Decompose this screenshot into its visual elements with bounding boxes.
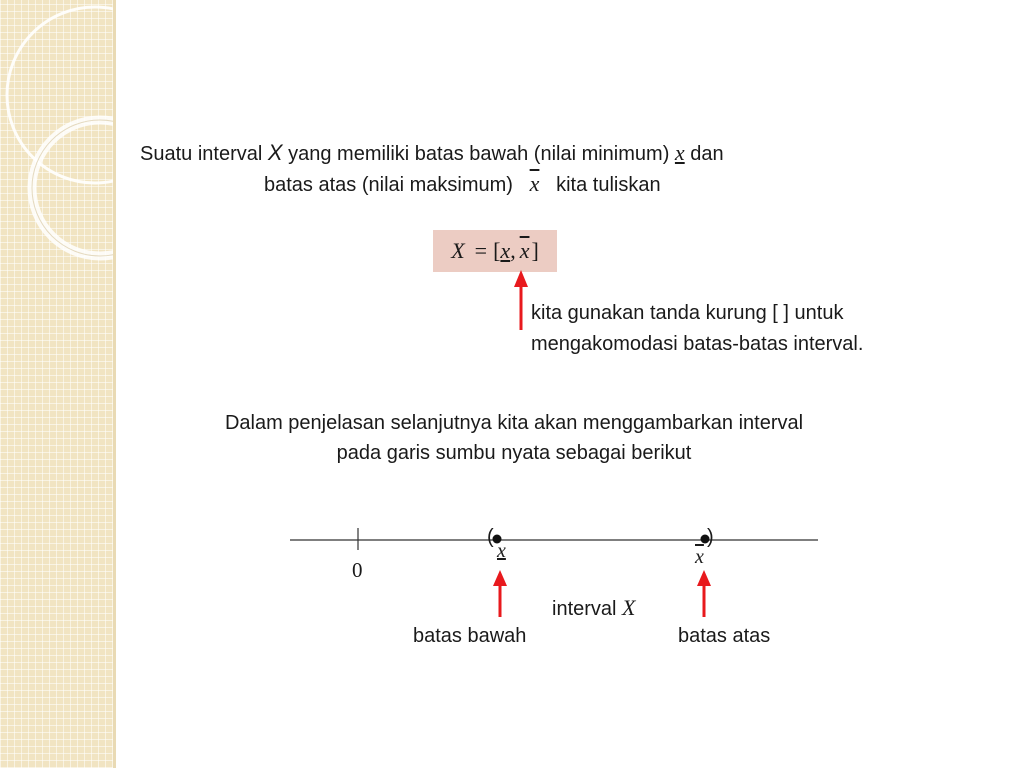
close-parenthesis: ) [707,526,714,548]
lower-bound-label: batas bawah [413,625,527,647]
interval-label: interval X [552,595,636,620]
intro-line-2: batas atas (nilai maksimum) $\overline{x}$ kita tuliskan [264,171,661,196]
axis-zero-label: 0 [352,558,363,582]
upper-bound-arrow [697,570,711,617]
formula-arrow [514,270,528,330]
axis-upper-symbol: $\overline{x}$ [695,546,704,568]
upper-bound-label: batas atas [678,625,771,647]
intro-line-1: Suatu interval X yang memiliki batas bawah (nilai minimum) x dan [140,140,724,165]
interval-formula: X = [ x , $\overline{x}$ ] [433,230,557,272]
axis-lower-symbol: x [497,540,506,562]
lower-bound-symbol: x [674,140,685,165]
bracket-note: kita gunakan tanda kurung [ ] untuk mengakomodasi batas-batas interval. [531,302,864,355]
upper-bound-symbol: $\overline{x}$ [529,171,540,196]
open-parenthesis: ( [487,526,494,548]
lower-bound-arrow [493,570,507,617]
description: Dalam penjelasan selanjutnya kita akan menggambarkan interval pada garis sumbu nyata sebagai berikut [224,412,804,464]
